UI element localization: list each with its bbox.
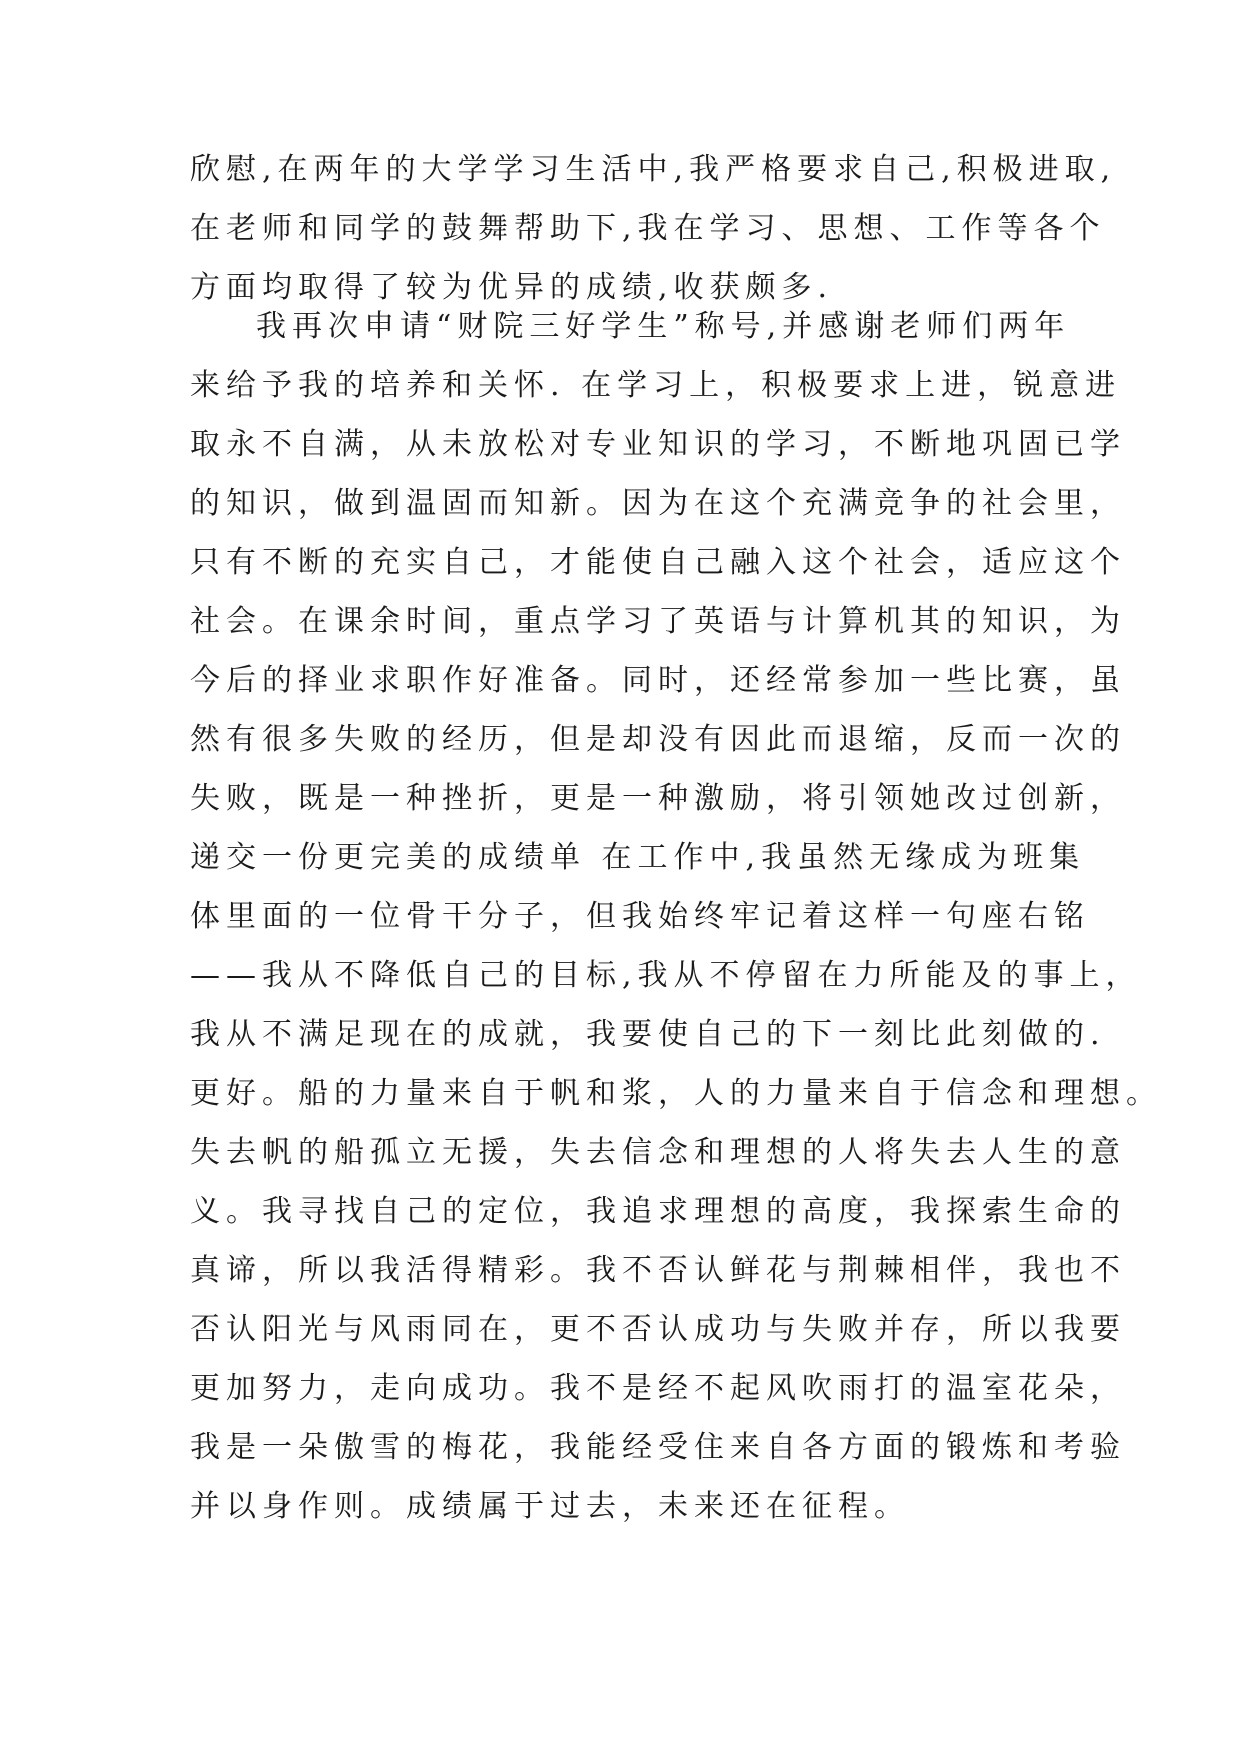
paragraph-2 — [190, 297, 1162, 1536]
text-line: 并以身作则。成绩属于过去，未来还在征程。 — [190, 1489, 910, 1524]
text-line: 社会。在课余时间，重点学习了英语与计算机其的知识，为 — [190, 604, 1126, 639]
text-line: 在老师和同学的鼓舞帮助下,我在学习、思想、工作等各个 — [190, 211, 1106, 246]
paragraph-1 — [190, 140, 1117, 317]
text-line: 更加努力，走向成功。我不是经不起风吹雨打的温室花朵， — [190, 1371, 1126, 1406]
text-line: 只有不断的充实自己，才能使自己融入这个社会，适应这个 — [190, 545, 1126, 580]
text-line: ——我从不降低自己的目标,我从不停留在力所能及的事上， — [190, 958, 1142, 993]
text-line: 我是一朵傲雪的梅花，我能经受住来自各方面的锻炼和考验 — [190, 1430, 1126, 1465]
text-line: 体里面的一位骨干分子，但我始终牢记着这样一句座右铭 — [190, 899, 1090, 934]
text-line: 来给予我的培养和关怀. 在学习上，积极要求上进，锐意进 — [190, 368, 1122, 403]
text-line: 今后的择业求职作好准备。同时，还经常参加一些比赛，虽 — [190, 663, 1126, 698]
text-line: 方面均取得了较为优异的成绩,收获颇多. — [190, 270, 834, 305]
text-line: 真谛，所以我活得精彩。我不否认鲜花与荆棘相伴，我也不 — [190, 1253, 1126, 1288]
text-line: 递交一份更完美的成绩单 在工作中,我虽然无缘成为班集 — [190, 840, 1086, 875]
text-line: 我再次申请“财院三好学生”称号,并感谢老师们两年 — [256, 309, 1071, 344]
text-line: 我从不满足现在的成就，我要使自己的下一刻比此刻做的. — [190, 1017, 1106, 1052]
text-line: 更好。船的力量来自于帆和浆，人的力量来自于信念和理想。 — [190, 1076, 1162, 1111]
text-line: 义。我寻找自己的定位，我追求理想的高度，我探索生命的 — [190, 1194, 1126, 1229]
text-line: 失败，既是一种挫折，更是一种激励，将引领她改过创新， — [190, 781, 1126, 816]
text-line: 的知识，做到温固而知新。因为在这个充满竞争的社会里， — [190, 486, 1126, 521]
text-line: 欣慰,在两年的大学学习生活中,我严格要求自己,积极进取, — [190, 152, 1117, 187]
text-line: 否认阳光与风雨同在，更不否认成功与失败并存，所以我要 — [190, 1312, 1126, 1347]
text-line: 然有很多失败的经历，但是却没有因此而退缩，反而一次的 — [190, 722, 1126, 757]
text-line: 取永不自满，从未放松对专业知识的学习，不断地巩固已学 — [190, 427, 1126, 462]
text-line: 失去帆的船孤立无援，失去信念和理想的人将失去人生的意 — [190, 1135, 1126, 1170]
